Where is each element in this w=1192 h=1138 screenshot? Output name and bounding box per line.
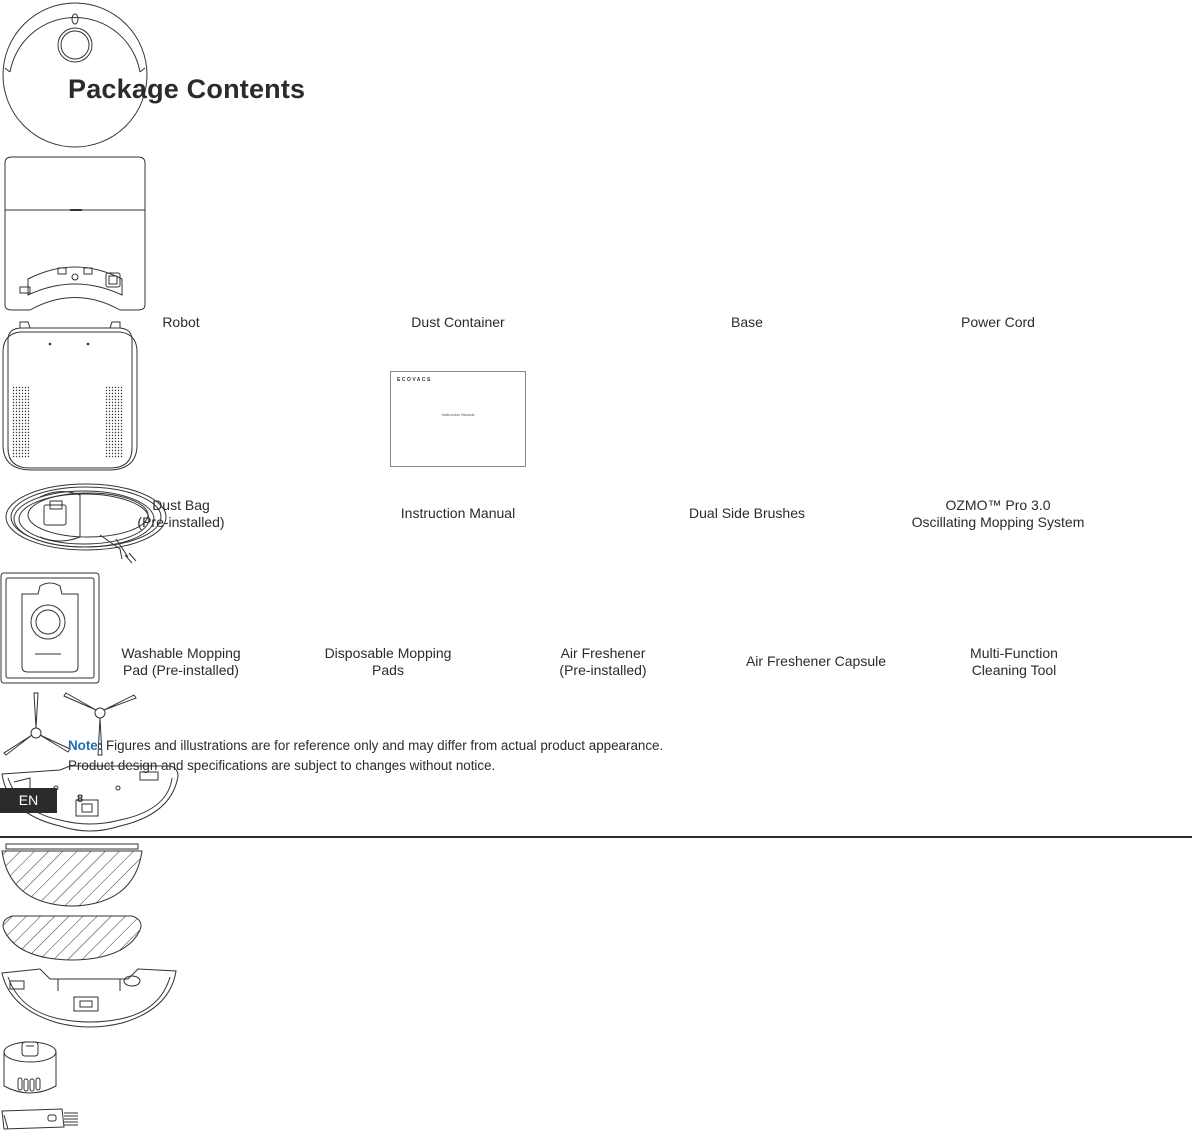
base-item — [0, 314, 1192, 477]
instruction-manual-label: Instruction Manual — [400, 505, 516, 521]
washable-pad-label-line2: Pad (Pre-installed) — [123, 662, 239, 678]
power-cord-label: Power Cord — [961, 314, 1035, 330]
air-freshener-label-line2: (Pre-installed) — [559, 662, 647, 678]
washable-pad-label-line1: Washable Mopping — [121, 645, 241, 661]
dust-container-label: Dust Container — [411, 314, 505, 330]
disposable-pads-illustration — [0, 914, 144, 962]
manual-brand: ECOVACS — [397, 377, 432, 383]
disposable-pads-label-line1: Disposable Mopping — [324, 645, 452, 661]
dust-bag-label-line2: (Pre-installed) — [137, 514, 225, 530]
dust-bag-label — [137, 497, 224, 531]
air-freshener-illustration — [0, 967, 178, 1031]
air-freshener-label — [559, 645, 646, 679]
dust-container-illustration — [0, 155, 150, 315]
disposable-pads-label-line2: Pads — [372, 662, 404, 678]
base-illustration — [0, 320, 140, 472]
ozmo-label-line2: Oscillating Mopping System — [911, 514, 1085, 530]
washable-pad-illustration — [0, 843, 144, 909]
disposable-pads-label — [325, 645, 452, 679]
washable-pad-label — [121, 645, 240, 679]
note-line2: Product design and specifications are subject to changes without notice. — [68, 758, 496, 773]
language-tab: EN — [0, 788, 57, 813]
air-freshener-capsule-label: Air Freshener Capsule — [745, 653, 887, 669]
bottom-rule — [0, 836, 1192, 838]
dust-bag-label-line1: Dust Bag — [152, 497, 210, 513]
cleaning-tool-label-line1: Multi-Function — [970, 645, 1058, 661]
cleaning-tool-label — [970, 645, 1058, 679]
base-label: Base — [731, 314, 763, 330]
capsule-illustration — [0, 1036, 60, 1102]
dust-bag-illustration — [0, 572, 100, 684]
air-freshener-label-line1: Air Freshener — [560, 645, 646, 661]
note-prefix: Note: — [68, 738, 103, 753]
ozmo-label — [912, 497, 1085, 531]
dual-side-brushes-label: Dual Side Brushes — [689, 505, 805, 521]
disclaimer-note — [68, 736, 663, 776]
note-line1-text: Figures and illustrations are for reference only and may differ from actual product appearance. — [105, 738, 664, 753]
cleaning-tool-illustration — [0, 1107, 80, 1133]
ozmo-label-line1: OZMO™ Pro 3.0 — [945, 497, 1051, 513]
page-title: Package Contents — [68, 74, 306, 104]
page-number: 8 — [77, 793, 84, 805]
note-line1 — [68, 736, 663, 756]
manual-cover — [390, 371, 526, 467]
cleaning-tool-label-line2: Cleaning Tool — [971, 662, 1057, 678]
manual-cover-text: Instruction Manual — [441, 412, 475, 417]
robot-label: Robot — [162, 314, 200, 330]
